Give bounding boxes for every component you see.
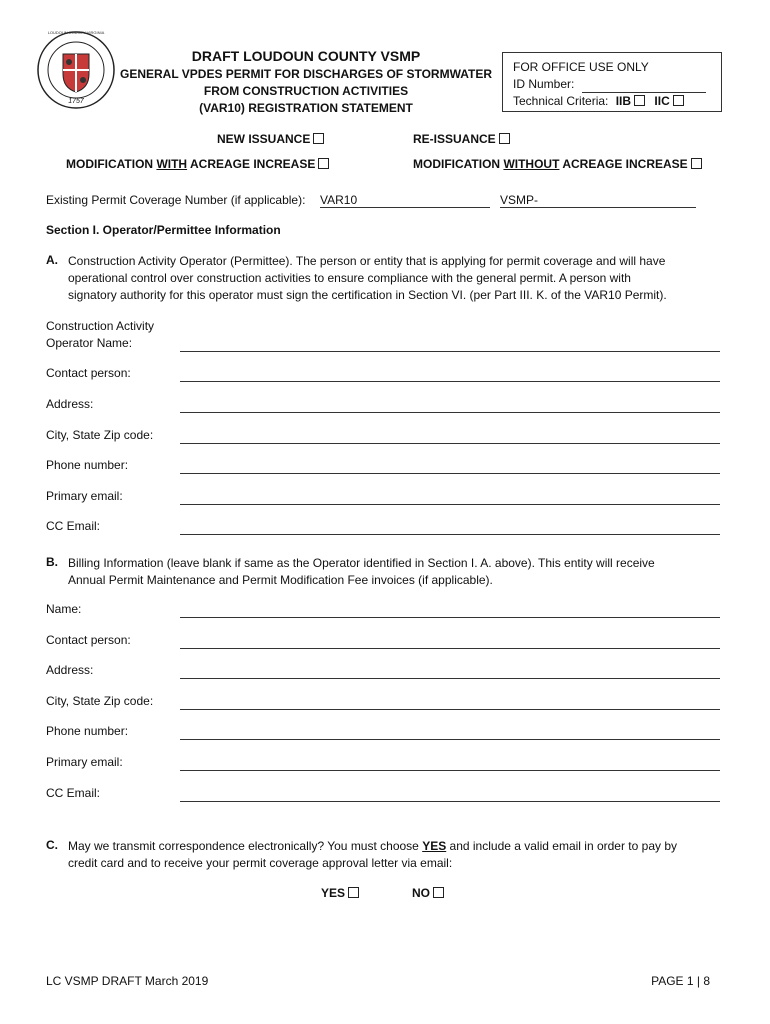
a-primary-email-field[interactable]: [180, 504, 720, 505]
b-address-label: Address:: [46, 663, 94, 677]
vsmp-number-field[interactable]: [500, 207, 696, 208]
technical-criteria-row: [513, 93, 711, 110]
a-cc-email-label: CC Email:: [46, 519, 101, 533]
b-city-field[interactable]: [180, 709, 720, 710]
existing-permit-label: Existing Permit Coverage Number (if applicable):: [46, 193, 306, 207]
section-c-text-post: and include a valid email in order to pay by: [446, 839, 678, 853]
b-contact-field[interactable]: [180, 648, 720, 649]
a-address-field[interactable]: [180, 412, 720, 413]
section-b-marker: B.: [46, 555, 58, 569]
no-label: NO: [412, 886, 430, 900]
yes-option: [321, 886, 359, 900]
b-primary-email-field[interactable]: [180, 770, 720, 771]
subtitle-line-3: (VAR10) REGISTRATION STATEMENT: [199, 101, 413, 115]
criteria-iib-checkbox[interactable]: [634, 95, 645, 106]
criteria-iic-label: IIC: [654, 94, 670, 108]
b-contact-label: Contact person:: [46, 633, 131, 647]
criteria-iic-checkbox[interactable]: [673, 95, 684, 106]
section-a-text-line: Construction Activity Operator (Permittee). The person or entity that is applying for permit coverage and will have: [68, 254, 666, 268]
b-phone-field[interactable]: [180, 739, 720, 740]
b-phone-label: Phone number:: [46, 724, 129, 738]
mod-without-label-emph: WITHOUT: [503, 157, 560, 171]
mod-without-label-pre: MODIFICATION: [413, 157, 504, 171]
new-issuance-checkbox[interactable]: [313, 133, 324, 144]
id-number-field[interactable]: [582, 81, 706, 93]
var10-number-field[interactable]: [320, 207, 490, 208]
b-cc-email-label: CC Email:: [46, 786, 101, 800]
footer-left: LC VSMP DRAFT March 2019: [46, 974, 209, 988]
office-use-box: [502, 52, 722, 112]
modification-without-checkbox[interactable]: [691, 158, 702, 169]
mod-with-label-emph: WITH: [156, 157, 188, 171]
subtitle-line-1: GENERAL VPDES PERMIT FOR DISCHARGES OF STORMWATER: [119, 67, 493, 81]
b-name-label: Name:: [46, 602, 82, 616]
a-phone-label: Phone number:: [46, 458, 129, 472]
operator-name-label-line: Operator Name:: [46, 336, 133, 350]
section-a-text-line: operational control over construction activities to ensure compliance with the general permit. A person with: [68, 271, 631, 285]
modification-with-option: [66, 157, 329, 171]
page-number: PAGE 1 | 8: [651, 974, 710, 988]
id-number-label: ID Number:: [513, 77, 575, 91]
section-a-marker: A.: [46, 253, 58, 267]
a-primary-email-label: Primary email:: [46, 489, 123, 503]
re-issuance-checkbox[interactable]: [499, 133, 510, 144]
re-issuance-option: [413, 132, 510, 146]
a-contact-label: Contact person:: [46, 366, 131, 380]
section-b-text-line: Billing Information (leave blank if same as the Operator identified in Section I. A. above). This entity will receive: [68, 556, 655, 570]
section-a-description: [68, 253, 728, 304]
section-b-text-line: Annual Permit Maintenance and Permit Modification Fee invoices (if applicable).: [68, 573, 493, 587]
b-name-field[interactable]: [180, 617, 720, 618]
a-city-label: City, State Zip code:: [46, 428, 154, 442]
b-primary-email-label: Primary email:: [46, 755, 123, 769]
section-c-description: [68, 838, 728, 872]
criteria-iib-label: IIB: [615, 94, 632, 108]
b-cc-email-field[interactable]: [180, 801, 720, 802]
no-option: [412, 886, 444, 900]
b-address-field[interactable]: [180, 678, 720, 679]
b-city-label: City, State Zip code:: [46, 694, 154, 708]
operator-name-field[interactable]: [180, 351, 720, 352]
var10-prefix: VAR10: [320, 193, 358, 207]
operator-name-label: [46, 318, 154, 352]
section-c-text-yes: YES: [422, 839, 447, 853]
technical-criteria-label: Technical Criteria:: [513, 94, 609, 108]
vsmp-prefix: VSMP-: [500, 193, 539, 207]
mod-without-label-post: ACREAGE INCREASE: [559, 157, 688, 171]
office-use-heading: FOR OFFICE USE ONLY: [513, 60, 649, 74]
section-c-text-line: credit card and to receive your permit coverage approval letter via email:: [68, 856, 453, 870]
modification-without-option: [413, 157, 702, 171]
new-issuance-option: [217, 132, 324, 146]
a-contact-field[interactable]: [180, 381, 720, 382]
no-checkbox[interactable]: [433, 887, 444, 898]
re-issuance-label: RE-ISSUANCE: [413, 132, 496, 146]
seal-text: LOUDOUN COUNTY VIRGINIA: [47, 30, 105, 35]
section-c-marker: C.: [46, 838, 58, 852]
new-issuance-label: NEW ISSUANCE: [217, 132, 311, 146]
a-city-field[interactable]: [180, 443, 720, 444]
section-c-text-line: [68, 838, 728, 855]
yes-checkbox[interactable]: [348, 887, 359, 898]
id-number-row: [513, 76, 711, 93]
seal-year: 1757: [68, 98, 84, 105]
mod-with-label-pre: MODIFICATION: [66, 157, 157, 171]
modification-with-checkbox[interactable]: [318, 158, 329, 169]
section-c-text-pre: May we transmit correspondence electronically? You must choose: [68, 839, 423, 853]
operator-name-label-line: Construction Activity: [46, 319, 155, 333]
section-1-heading: Section I. Operator/Permittee Information: [46, 223, 281, 237]
a-phone-field[interactable]: [180, 473, 720, 474]
subtitle-line-2: FROM CONSTRUCTION ACTIVITIES: [203, 84, 409, 98]
a-address-label: Address:: [46, 397, 94, 411]
document-title: DRAFT LOUDOUN COUNTY VSMP: [191, 48, 421, 64]
section-a-text-line: signatory authority for this operator must sign the certification in Section VI. (per Part III. K. of the VAR10 Permit).: [68, 288, 667, 302]
yes-label: YES: [321, 886, 346, 900]
section-b-description: [68, 555, 728, 589]
mod-with-label-post: ACREAGE INCREASE: [187, 157, 316, 171]
a-cc-email-field[interactable]: [180, 534, 720, 535]
